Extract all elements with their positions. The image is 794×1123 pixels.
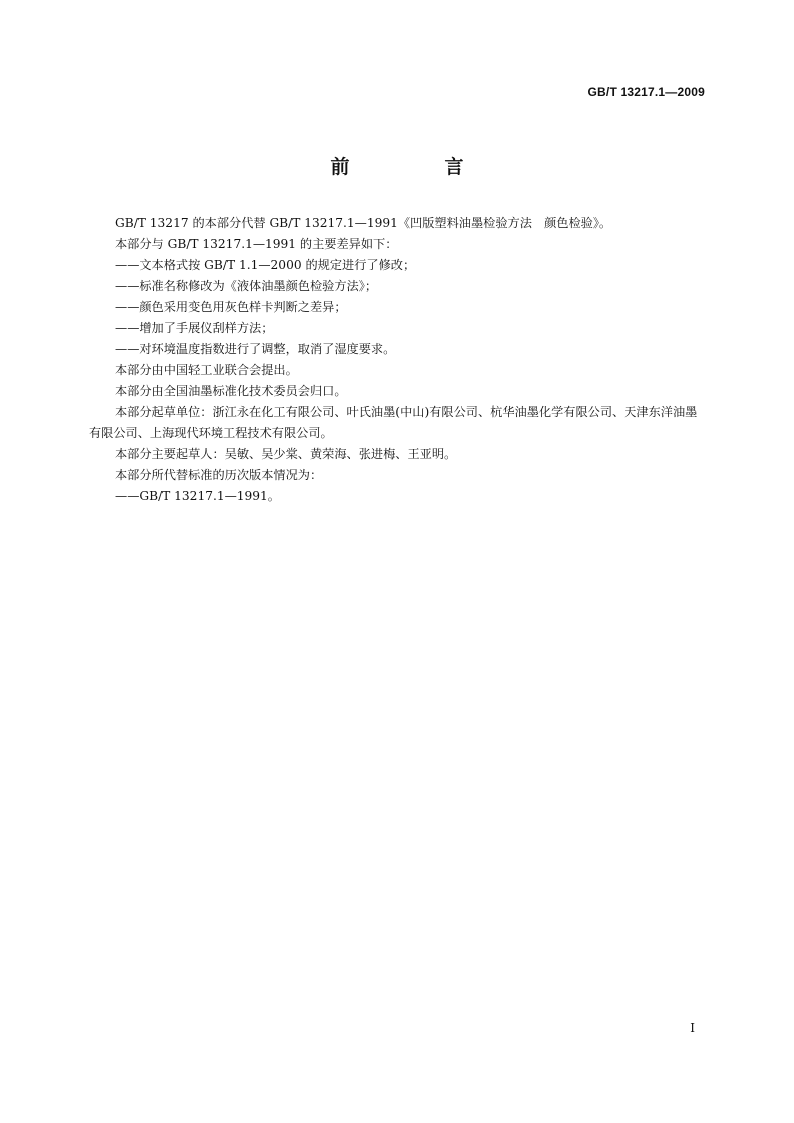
document-body [89, 213, 705, 507]
page-title: 前 言 [330, 156, 502, 178]
paragraph-drafters: 本部分主要起草人：吴敏、吴少棠、黄荣海、张进梅、王亚明。 [115, 447, 457, 461]
list-item-history: ——GB/T 13217.1—1991。 [115, 489, 280, 503]
list-item-method: ——增加了手展仪刮样方法； [115, 321, 274, 335]
standard-code: GB/T 13217.1—2009 [587, 85, 705, 99]
page-number: I [690, 1021, 695, 1035]
paragraph-proposer: 本部分由中国轻工业联合会提出。 [115, 363, 298, 377]
list-item-temperature: ——对环境温度指数进行了调整，取消了湿度要求。 [115, 342, 396, 356]
paragraph-history-intro: 本部分所代替标准的历次版本情况为： [115, 468, 323, 482]
list-item-name: ——标准名称修改为《液体油墨颜色检验方法》； [115, 279, 378, 293]
paragraph-management: 本部分由全国油墨标准化技术委员会归口。 [115, 384, 347, 398]
list-item-format: ——文本格式按 GB/T 1.1—2000 的规定进行了修改； [115, 258, 416, 272]
list-item-color: ——颜色采用变色用灰色样卡判断之差异； [115, 300, 347, 314]
paragraph-replacement: GB/T 13217 的本部分代替 GB/T 13217.1—1991《凹版塑料油墨检验方法 颜色检验》。 [115, 216, 612, 230]
paragraph-drafting-units: 本部分起草单位：浙江永在化工有限公司、叶氏油墨(中山)有限公司、杭华油墨化学有限公司、天津东洋油墨有限公司、上海现代环境工程技术有限公司。 [89, 405, 698, 440]
paragraph-differences-intro: 本部分与 GB/T 13217.1—1991 的主要差异如下： [115, 237, 398, 251]
